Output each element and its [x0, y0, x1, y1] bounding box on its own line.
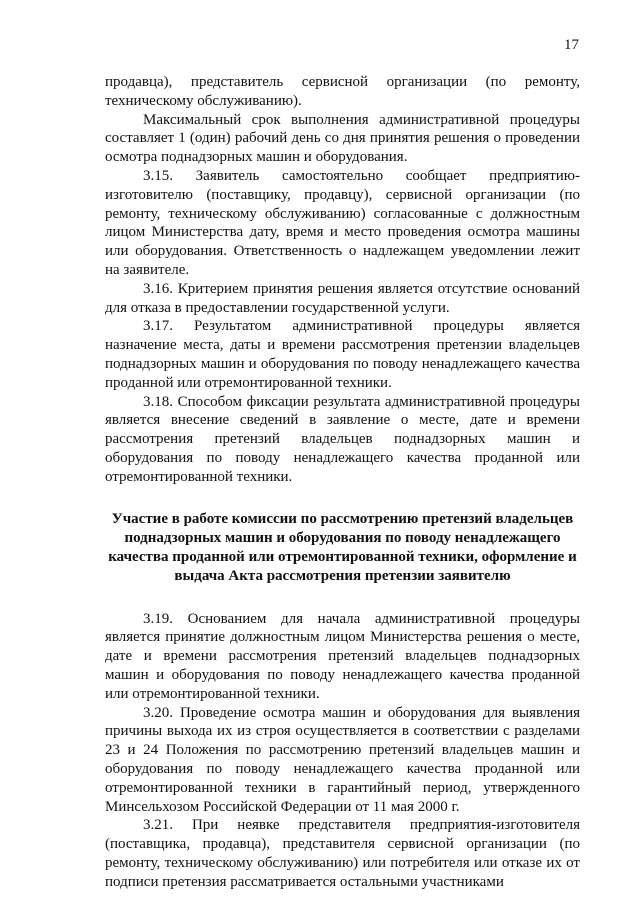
paragraph-3-21: 3.21. При неявке представителя предприятия-изготовителя (поставщика, продавца), представителя сервисной организации (по ремонту, техническому обслуживанию) или потребителя или отказе их от подписи претензия рассматривается остальными участниками	[105, 817, 580, 890]
paragraph-3-19: 3.19. Основанием для начала административной процедуры является принятие должностным лицом Министерства решения о месте, дате и времени рассмотрения претензий владельцев поднадзорных машин и оборудования по поводу ненадлежащего качества проданной или отремонтированной техники.	[105, 610, 580, 702]
section-heading: Участие в работе комиссии по рассмотрению претензий владельцев поднадзорных машин и оборудования по поводу ненадлежащего качества проданной или отремонтированной техники, оформление и выдача Акта рассмотрения претензии заявителю	[108, 510, 577, 584]
paragraph-3-15: 3.15. Заявитель самостоятельно сообщает предприятию-изготовителю (поставщику, продавцу), сервисной организации (по ремонту, техническому обслуживанию) согласованные с должностным лицом Министерства дату, время и место проведения осмотра машины или оборудования. Ответственность о надлежащем уведомлении лежит на заявителе.	[105, 167, 580, 278]
paragraph-max-duration: Максимальный срок выполнения административной процедуры составляет 1 (один) рабочий день со дня принятия решения о проведении осмотра поднадзорных машин и оборудования.	[105, 111, 580, 166]
paragraph-3-18: 3.18. Способом фиксации результата административной процедуры является внесение сведений в заявление о месте, дате и времени рассмотрения претензий владельцев поднадзорных машин и оборудования по поводу ненадлежащего качества проданной или отремонтированной техники.	[105, 393, 580, 485]
document-body	[105, 73, 580, 891]
paragraph-3-20: 3.20. Проведение осмотра машин и оборудования для выявления причины выхода их из строя осуществляется в соответствии с разделами 23 и 24 Положения по рассмотрению претензий владельцев машин и оборудования по поводу ненадлежащего качества проданной или отремонтированной техники в гарантийный период, утвержденного Минсельхозом Российской Федерации от 11 мая 2000 г.	[105, 704, 580, 815]
paragraph-continuation: продавца), представитель сервисной организации (по ремонту, техническому обслуживанию).	[105, 74, 580, 109]
page-number: 17	[564, 37, 579, 53]
paragraph-3-16: 3.16. Критерием принятия решения является отсутствие оснований для отказа в предоставлении государственной услуги.	[105, 280, 580, 316]
paragraph-3-17: 3.17. Результатом административной процедуры является назначение места, даты и времени рассмотрения претензии владельцев поднадзорных машин и оборудования по поводу ненадлежащего качества проданной или отремонтированной техники.	[105, 318, 580, 391]
